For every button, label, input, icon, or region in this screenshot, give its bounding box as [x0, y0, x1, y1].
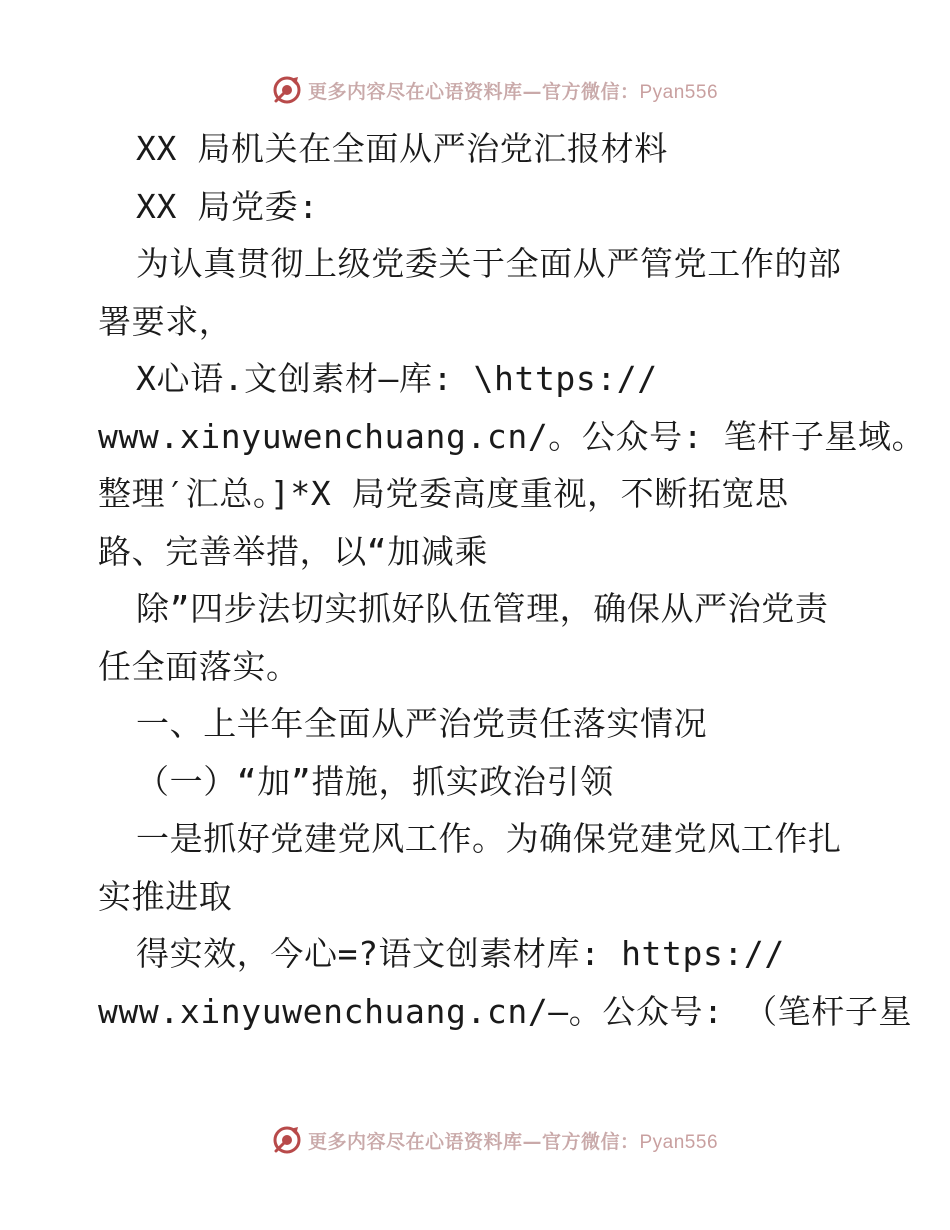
footer-banner-inner [272, 1125, 718, 1155]
brand-logo-icon [272, 75, 302, 105]
document-line: 署要求， [98, 301, 233, 341]
document-line: www.xinyuwenchuang.cn/。公众号: 笔杆子星域。 [98, 416, 926, 456]
footer-banner [0, 1120, 950, 1160]
header-banner-label: 更多内容尽在心语资料库—官方微信： [307, 80, 640, 103]
footer-banner-label: 更多内容尽在心语资料库—官方微信： [307, 1130, 640, 1153]
document-line: 路、完善举措，以“加减乘 [98, 531, 489, 571]
document-line: XX 局党委: [136, 186, 319, 226]
document-line: 得实效，今心=?语文创素材库: https:// [136, 934, 785, 973]
header-banner-inner [272, 75, 718, 105]
document-title: XX 局机关在全面从严治党汇报材料 [136, 129, 668, 168]
document-body [98, 120, 926, 1040]
brand-logo-icon [272, 1125, 302, 1155]
header-banner-wechat-id: Pyan556 [639, 81, 719, 103]
section-heading: 一、上半年全面从严治党责任落实情况 [136, 704, 708, 743]
document-line: 为认真贯彻上级党委关于全面从严管党工作的部 [136, 244, 842, 283]
document-line: 实推进取 [98, 876, 233, 916]
document-line: 一是抓好党建党风工作。为确保党建党风工作扎 [136, 819, 842, 858]
document-line: 整理′汇总。]*X 局党委高度重视，不断拓宽思 [98, 474, 789, 513]
document-line: www.xinyuwenchuang.cn/—。公众号: （笔杆子星 [98, 991, 913, 1031]
header-banner [0, 70, 950, 110]
document-line: X心语.文创素材—库: \https:// [136, 359, 658, 398]
footer-banner-text [308, 1127, 718, 1154]
header-banner-text [308, 77, 718, 104]
document-line: 任全面落实。 [98, 646, 300, 686]
document-line: 除”四步法切实抓好队伍管理，确保从严治党责 [136, 589, 829, 628]
subsection-heading: （一）“加”措施，抓实政治引领 [136, 761, 614, 801]
footer-banner-wechat-id: Pyan556 [639, 1131, 719, 1153]
